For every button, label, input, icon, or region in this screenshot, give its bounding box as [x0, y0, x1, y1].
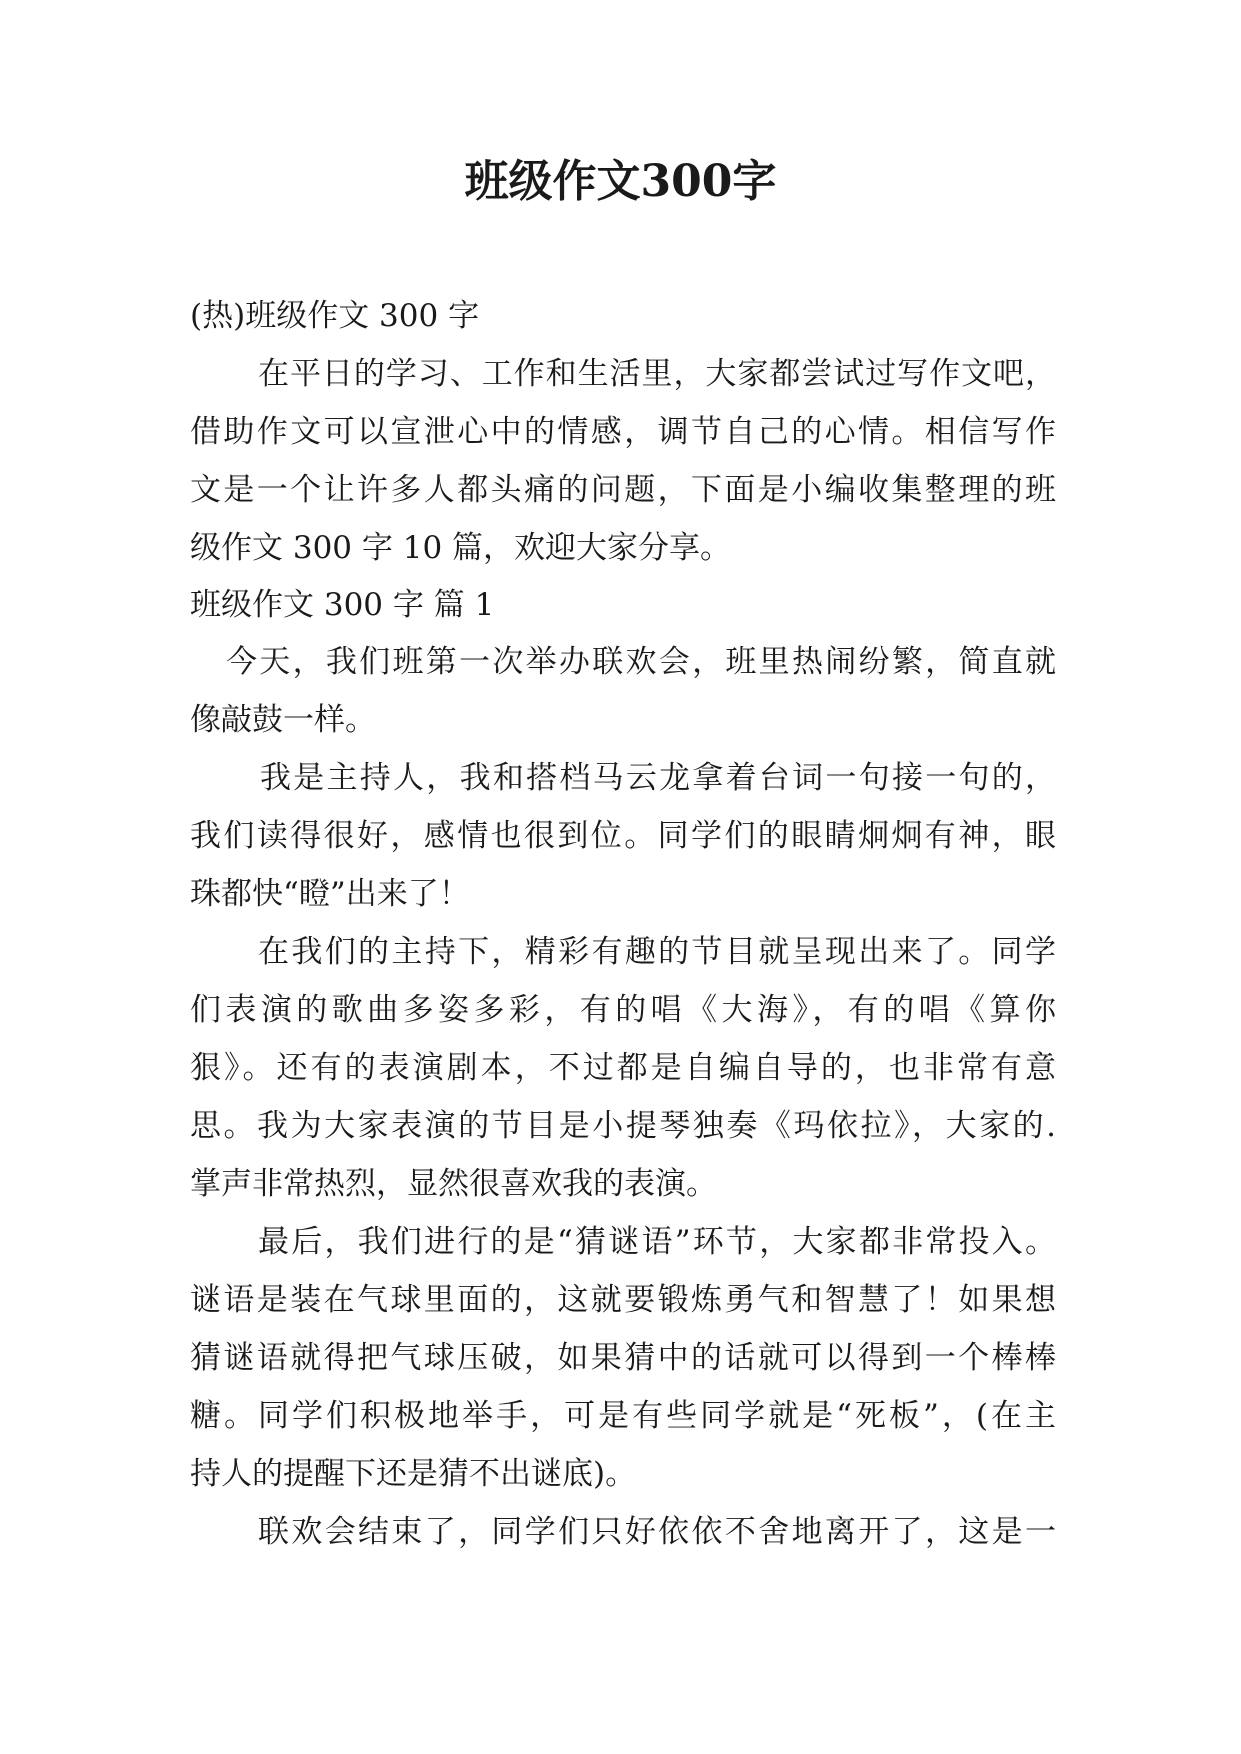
text-line: 糖。同学们积极地举手，可是有些同学就是“死板”，(在主	[190, 1398, 1056, 1434]
text-line: 联欢会结束了，同学们只好依依不舍地离开了，这是一	[258, 1514, 1056, 1550]
text-line: 珠都快“瞪”出来了！	[190, 876, 470, 912]
text-line: 们表演的歌曲多姿多彩，有的唱《大海》，有的唱《算你	[190, 992, 1056, 1028]
text-line: 猜谜语就得把气球压破，如果猜中的话就可以得到一个棒棒	[190, 1340, 1056, 1376]
text-line: 谜语是装在气球里面的，这就要锻炼勇气和智慧了！如果想	[190, 1282, 1056, 1318]
text-line: 今天，我们班第一次举办联欢会，班里热闹纷繁，简直就	[226, 644, 1056, 680]
text-line: 思。我为大家表演的节目是小提琴独奏《玛依拉》，大家的.	[190, 1108, 1056, 1144]
text-line: 我们读得很好，感情也很到位。同学们的眼睛炯炯有神，眼	[190, 818, 1056, 854]
text-line: 级作文 300 字 10 篇，欢迎大家分享。	[190, 530, 732, 566]
text-line: 借助作文可以宣泄心中的情感，调节自己的心情。相信写作	[190, 414, 1056, 450]
text-line: 狠》。还有的表演剧本，不过都是自编自导的，也非常有意	[190, 1050, 1056, 1086]
text-line: 文是一个让许多人都头痛的问题，下面是小编收集整理的班	[190, 472, 1056, 508]
text-line: 最后，我们进行的是“猜谜语”环节，大家都非常投入。	[258, 1224, 1056, 1260]
text-line: 持人的提醒下还是猜不出谜底)。	[190, 1456, 637, 1492]
section-heading: 班级作文 300 字 篇 1	[190, 587, 495, 623]
text-line: 我是主持人，我和搭档马云龙拿着台词一句接一句的，	[260, 760, 1056, 796]
text-line: 在我们的主持下，精彩有趣的节目就呈现出来了。同学	[258, 934, 1056, 970]
text-line: 在平日的学习、工作和生活里，大家都尝试过写作文吧，	[258, 356, 1056, 392]
page-title: 班级作文300字	[464, 156, 777, 207]
text-line: 像敲鼓一样。	[190, 702, 376, 738]
text-line: 掌声非常热烈，显然很喜欢我的表演。	[190, 1166, 717, 1202]
subtitle-line: (热)班级作文 300 字	[190, 298, 480, 334]
